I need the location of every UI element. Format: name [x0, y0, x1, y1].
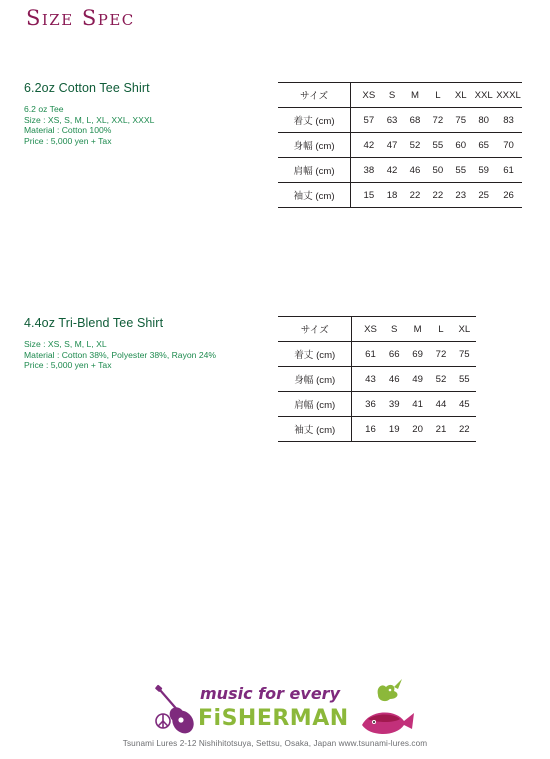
size-col-header: S [383, 317, 406, 342]
guitar-icon [155, 685, 198, 737]
product-detail-price: Price : 5,000 yen + Tax [24, 360, 112, 371]
product-name: 6.2oz Cotton Tee Shirt [24, 81, 150, 95]
table-cell: 36 [352, 392, 383, 417]
table-cell: 44 [429, 392, 452, 417]
table-row [278, 417, 476, 442]
table-cell: 23 [449, 183, 472, 208]
logo-wordmark: FiSHERMAN [198, 706, 349, 731]
table-cell: 59 [472, 158, 495, 183]
size-col-header: XXXL [495, 83, 522, 108]
table-cell: 55 [426, 133, 449, 158]
row-label: 袖丈 (cm) [278, 417, 352, 442]
table-cell: 22 [426, 183, 449, 208]
product-detail-weight: 6.2 oz Tee [24, 104, 64, 114]
table-cell: 57 [351, 108, 381, 133]
table-cell: 38 [351, 158, 381, 183]
table-row [278, 342, 476, 367]
logo-tagline: music for every [200, 684, 340, 703]
table-row [278, 158, 522, 183]
row-label: 身幅 (cm) [278, 367, 352, 392]
table-cell: 70 [495, 133, 522, 158]
table-cell: 72 [426, 108, 449, 133]
table-cell: 63 [381, 108, 404, 133]
table-cell: 75 [453, 342, 476, 367]
product-triblend-tee [24, 316, 216, 371]
size-col-header: XL [453, 317, 476, 342]
table-cell: 52 [429, 367, 452, 392]
product-name: 4.4oz Tri-Blend Tee Shirt [24, 316, 164, 330]
table-cell: 22 [453, 417, 476, 442]
size-col-header: M [406, 317, 429, 342]
table-header-row [278, 317, 476, 342]
table-cell: 55 [449, 158, 472, 183]
table-cell: 69 [406, 342, 429, 367]
table-cell: 39 [383, 392, 406, 417]
size-col-header: L [426, 83, 449, 108]
row-label: 肩幅 (cm) [278, 392, 352, 417]
table-cell: 19 [383, 417, 406, 442]
product-detail-sizes: Size : XS, S, M, L, XL, XXL, XXXL [24, 114, 155, 125]
table-cell: 41 [406, 392, 429, 417]
table-cell: 47 [381, 133, 404, 158]
table-cell: 15 [351, 183, 381, 208]
table-cell: 45 [453, 392, 476, 417]
table-cell: 68 [404, 108, 427, 133]
size-col-header: XS [351, 83, 381, 108]
table-cell: 20 [406, 417, 429, 442]
table-cell: 61 [495, 158, 522, 183]
product-detail-price: Price : 5,000 yen + Tax [24, 135, 112, 146]
table-cell: 26 [495, 183, 522, 208]
size-col-header: XXL [472, 83, 495, 108]
table-row [278, 367, 476, 392]
size-col-header: XS [352, 317, 383, 342]
table-cell: 80 [472, 108, 495, 133]
table-header-label: サイズ [278, 83, 351, 108]
table-cell: 72 [429, 342, 452, 367]
table-cell: 52 [404, 133, 427, 158]
table-cell: 46 [404, 158, 427, 183]
table-cell: 46 [383, 367, 406, 392]
product-cotton-tee [24, 81, 154, 146]
table-cell: 61 [352, 342, 383, 367]
table-cell: 22 [404, 183, 427, 208]
fish-icon [362, 712, 414, 734]
table-cell: 25 [472, 183, 495, 208]
footer-address: Tsunami Lures 2-12 Nishihitotsuya, Settsu, Osaka, Japan www.tsunami-lures.com [122, 739, 428, 748]
bird-icon [378, 679, 402, 701]
table-cell: 43 [352, 367, 383, 392]
product-detail-material: Material : Cotton 100% [24, 125, 112, 136]
product-detail-sizes: Size : XS, S, M, L, XL [24, 339, 107, 349]
product-detail-material: Material : Cotton 38%, Polyester 38%, Rayon 24% [24, 349, 217, 360]
peace-icon [156, 714, 170, 728]
table-header-row [278, 83, 522, 108]
table-cell: 42 [351, 133, 381, 158]
table-cell: 18 [381, 183, 404, 208]
table-header-label: サイズ [278, 317, 352, 342]
table-row [278, 392, 476, 417]
table-cell: 16 [352, 417, 383, 442]
fisherman-logo [150, 675, 415, 737]
size-col-header: S [381, 83, 404, 108]
table-row [278, 183, 522, 208]
table-cell: 83 [495, 108, 522, 133]
row-label: 袖丈 (cm) [278, 183, 351, 208]
size-table-cotton-tee [278, 82, 522, 208]
size-col-header: XL [449, 83, 472, 108]
size-table-triblend-tee [278, 316, 476, 442]
size-col-header: M [404, 83, 427, 108]
table-cell: 49 [406, 367, 429, 392]
table-cell: 50 [426, 158, 449, 183]
table-row [278, 133, 522, 158]
table-cell: 21 [429, 417, 452, 442]
table-cell: 42 [381, 158, 404, 183]
table-cell: 65 [472, 133, 495, 158]
table-cell: 75 [449, 108, 472, 133]
table-cell: 55 [453, 367, 476, 392]
page-title: Size Spec [26, 6, 135, 30]
row-label: 身幅 (cm) [278, 133, 351, 158]
row-label: 着丈 (cm) [278, 342, 352, 367]
size-col-header: L [429, 317, 452, 342]
table-cell: 60 [449, 133, 472, 158]
row-label: 肩幅 (cm) [278, 158, 351, 183]
row-label: 着丈 (cm) [278, 108, 351, 133]
table-row [278, 108, 522, 133]
table-cell: 66 [383, 342, 406, 367]
